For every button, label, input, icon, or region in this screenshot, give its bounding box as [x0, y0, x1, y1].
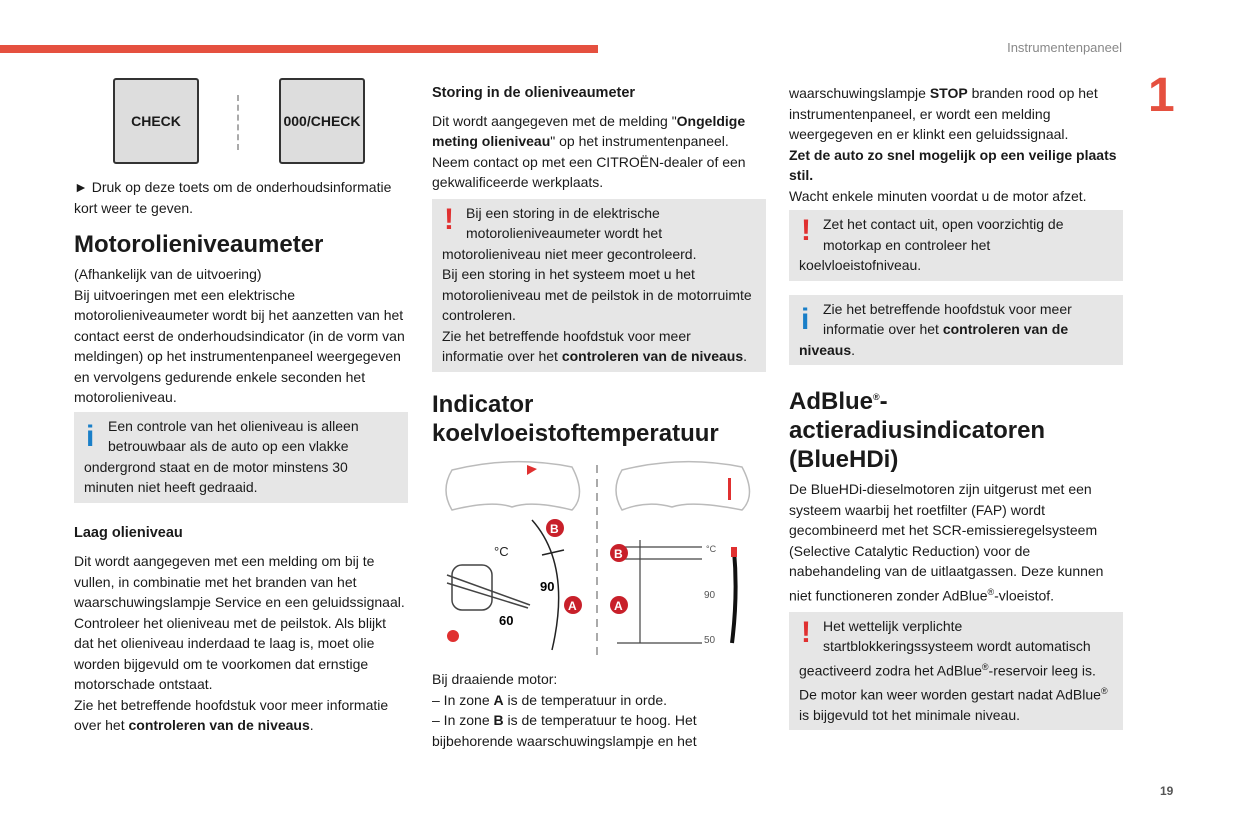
warning-icon: !	[801, 214, 811, 247]
info-text	[799, 299, 1113, 361]
text-segment: -actieradiusindicatoren (BlueHDi)	[789, 388, 1046, 473]
chapter-number: 1	[1148, 69, 1175, 122]
text-segment: Neem contact op met een CITROËN-dealer of een gekwalificeerde werkplaats.	[432, 153, 746, 190]
text-segment: – In zone	[432, 691, 494, 708]
text-segment: ®	[981, 661, 989, 672]
warning-box	[789, 210, 1123, 281]
warning-box	[789, 612, 1123, 731]
text-segment: A	[493, 691, 504, 708]
storing-text	[432, 111, 766, 193]
tick-label-60: 60	[499, 613, 514, 628]
text-segment: -reservoir leeg is.	[988, 662, 1096, 679]
warning-light-icon	[447, 630, 459, 642]
tick-label-90-right: 90	[704, 590, 716, 601]
page-number: 19	[1160, 784, 1174, 798]
text-segment: Zet de auto zo snel mogelijk op een veilige plaats stil.	[789, 146, 1117, 183]
text-segment: Controleer het olieniveau met de peilstok. Als blijkt dat het olieniveau inderdaad te laag is, moet olie worden bijgevuld om te voorkomen dat ernstige motorschade ontstaat.	[74, 614, 387, 692]
text-segment: Bij een storing in het systeem moet u het motorolieniveau met de peilstok in de motorruimte controleren.	[442, 266, 752, 323]
text-segment: AdBlue	[789, 388, 873, 415]
warning-icon: !	[444, 202, 454, 236]
text-segment: is bijgevuld tot het minimale niveau.	[799, 706, 1021, 723]
heading-laag-olieniveau: Laag olieniveau	[74, 524, 183, 541]
low-oil-text	[74, 551, 408, 736]
heading-motorolieniveaumeter: Motorolieniveaumeter	[74, 231, 324, 258]
text-segment: controleren van de niveaus	[128, 717, 310, 733]
text-segment: waarschuwingslampje	[789, 85, 930, 101]
tick-label-90: 90	[540, 579, 555, 594]
text-segment: Dit wordt aangegeven met een melding om bij te vullen, in combinatie met het branden van het waarschuwingslampje Service en een geluidssignaal.	[74, 553, 405, 610]
text-segment: ®	[873, 392, 880, 402]
text-segment: Zie het betreffende hoofdstuk voor meer informatie over het	[442, 327, 691, 364]
text-segment: branden rood op het instrumentenpaneel, er wordt een melding weergegeven en er klinkt een geluidssignaal.	[789, 85, 1098, 142]
warning-text	[442, 203, 756, 367]
000-check-key-illustration: 000/CHECK	[279, 78, 365, 164]
header-accent-bar	[0, 45, 598, 53]
text-segment: .	[851, 341, 856, 358]
coolant-temperature-diagram	[432, 455, 772, 667]
press-instruction	[74, 177, 408, 218]
text-segment: Wacht enkele minuten voordat u de motor afzet.	[789, 187, 1087, 204]
text-segment: De motor kan weer worden gestart nadat AdBlue	[799, 686, 1101, 703]
info-icon: i	[86, 419, 95, 453]
stop-warning-text	[789, 83, 1123, 206]
text-segment: Bij een storing in de elektrische motorolieniveaumeter wordt het motorolieniveau niet meer gecontroleerd.	[442, 204, 697, 262]
text-segment: ®	[987, 586, 995, 597]
unit-label: °C	[494, 544, 509, 559]
oil-level-intro	[74, 264, 408, 408]
text-segment: – In zone	[432, 712, 494, 728]
text-segment: ► Druk op deze toets om de onderhoudsinformatie kort weer te geven.	[74, 179, 392, 216]
text-segment: Zet het contact uit, open voorzichtig de motorkap en controleer het koelvloeistofniveau.	[799, 216, 1064, 273]
unit-label-right: °C	[706, 544, 717, 554]
text-segment: is de temperatuur in orde.	[503, 691, 668, 708]
text-segment: ®	[1100, 685, 1108, 696]
info-icon: i	[801, 302, 810, 336]
zone-a-badge: A	[568, 599, 577, 613]
text-segment: controleren van de niveaus	[799, 321, 1069, 358]
check-key-illustration: CHECK	[113, 78, 199, 164]
adblue-text	[789, 479, 1123, 606]
text-segment: De BlueHDi-dieselmotoren zijn uitgerust met een systeem waarbij het roetfilter (FAP) wordt gecombineerd met het SCR-emissieregelsysteem (Selective Catalytic Reduction) voor de nabehandeling van de uitlaatgassen. Deze kunnen niet functioneren zonder AdBlue	[789, 481, 1104, 604]
text-segment: -vloeistof.	[994, 587, 1055, 604]
text-segment: Dit wordt aangegeven met de melding "	[432, 112, 677, 129]
text-segment: Ongeldige meting olieniveau	[432, 112, 746, 149]
text-segment: is de temperatuur te hoog. Het bijbehorende waarschuwingslampje en het	[432, 712, 697, 749]
warning-text	[799, 214, 1113, 276]
heading-koelvloeistof: Indicator koelvloeistoftemperatuur	[432, 390, 719, 447]
divider	[237, 95, 239, 150]
warning-text	[799, 616, 1113, 726]
text-segment: Het wettelijk verplichte startblokkeringssysteem wordt automatisch geactiveerd zodra het AdBlue	[799, 617, 1091, 679]
text-segment: Bij uitvoeringen met een elektrische motorolieniveaumeter wordt bij het aanzetten van het contact eerst de onderhoudsindicator (in de vorm van meldingen) op het instrumentenpaneel weergegeven en vervolgens gedurende enkele seconden het motorolieniveau.	[74, 286, 405, 405]
heading-adblue	[789, 383, 1123, 474]
text-segment: .	[743, 348, 748, 364]
warning-box	[432, 199, 766, 372]
text-segment: .	[309, 717, 314, 733]
warning-icon: !	[801, 615, 811, 649]
text-segment: controleren van de niveaus	[561, 348, 744, 364]
text-segment: " op het instrumentenpaneel.	[550, 133, 729, 149]
section-title: Instrumentenpaneel	[1007, 40, 1122, 55]
heading-storing: Storing in de olieniveaumeter	[432, 85, 636, 101]
info-text	[84, 416, 398, 498]
zone-b-badge-right: B	[614, 547, 623, 561]
text-segment: Bij draaiende motor:	[432, 671, 558, 687]
info-box	[789, 295, 1123, 366]
text-segment: B	[493, 712, 504, 728]
info-box	[74, 412, 408, 503]
text-segment: STOP	[929, 85, 968, 101]
running-engine-text	[432, 669, 766, 751]
zone-b-badge: B	[550, 522, 559, 536]
text-segment: Zie het betreffende hoofdstuk voor meer informatie over het	[74, 696, 389, 733]
zone-a-badge-right: A	[614, 599, 623, 613]
text-segment: Een controle van het olieniveau is alleen betrouwbaar als de auto op een vlakke ondergrond staat en de motor minstens 30 minuten niet heeft gedraaid.	[84, 417, 359, 495]
text-segment: (Afhankelijk van de uitvoering)	[74, 266, 262, 282]
text-segment: Zie het betreffende hoofdstuk voor meer informatie over het	[823, 300, 1072, 337]
tick-label-50: 50	[704, 635, 716, 646]
